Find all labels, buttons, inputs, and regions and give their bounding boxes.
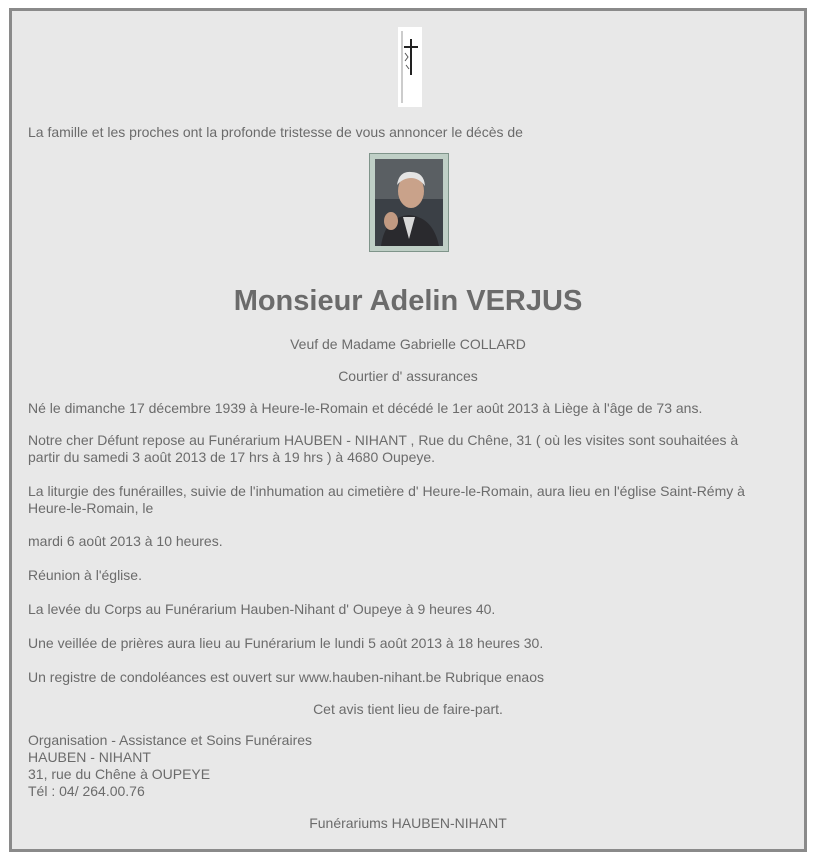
rest-text <box>28 432 798 466</box>
organisation-line-3: 31, rue du Chêne à OUPEYE <box>28 766 211 782</box>
birth-death-text: Né le dimanche 17 décembre 1939 à Heure-le-Romain et décédé le 1er août 2013 à Liège à l'âge de 73 ans. <box>28 400 703 416</box>
obituary-notice <box>9 8 807 852</box>
vigil-text: Une veillée de prières aura lieu au Funérarium le lundi 5 août 2013 à 18 heures 30. <box>28 635 544 651</box>
removal-text: La levée du Corps au Funérarium Hauben-Nihant d' Oupeye à 9 heures 40. <box>28 601 496 617</box>
intro-text: La famille et les proches ont la profonde tristesse de vous annoncer le décès de <box>28 124 523 140</box>
cross-icon <box>398 27 422 107</box>
deceased-name: Monsieur Adelin VERJUS <box>233 285 583 317</box>
rest-line-1: Notre cher Défunt repose au Funérarium HAUBEN - NIHANT , Rue du Chêne, 31 ( où les visites sont souhaitées à <box>28 432 739 448</box>
portrait-photo <box>369 153 449 252</box>
organisation-phone: Tél : 04/ 264.00.76 <box>28 783 145 799</box>
meeting-text: Réunion à l'église. <box>28 567 142 583</box>
liturgy-line-2: Heure-le-Romain, le <box>28 500 154 516</box>
notice-text: Cet avis tient lieu de faire-part. <box>313 701 503 717</box>
rest-line-2: partir du samedi 3 août 2013 de 17 hrs à 19 hrs ) à 4680 Oupeye. <box>28 449 436 465</box>
organisation-line-1: Organisation - Assistance et Soins Funéraires <box>28 732 313 748</box>
register-text: Un registre de condoléances est ouvert sur www.hauben-nihant.be Rubrique enaos <box>28 669 544 685</box>
date-time-text: mardi 6 août 2013 à 10 heures. <box>28 533 223 549</box>
widower-line: Veuf de Madame Gabrielle COLLARD <box>290 336 526 352</box>
footer-text: Funérariums HAUBEN-NIHANT <box>309 815 507 831</box>
profession-line: Courtier d' assurances <box>338 368 478 384</box>
organisation-block <box>28 732 798 800</box>
organisation-line-2: HAUBEN - NIHANT <box>28 749 151 765</box>
liturgy-line-1: La liturgie des funérailles, suivie de l'inhumation au cimetière d' Heure-le-Romain, aura lieu en l'église Saint-Rémy à <box>28 483 745 499</box>
liturgy-text <box>28 483 798 517</box>
